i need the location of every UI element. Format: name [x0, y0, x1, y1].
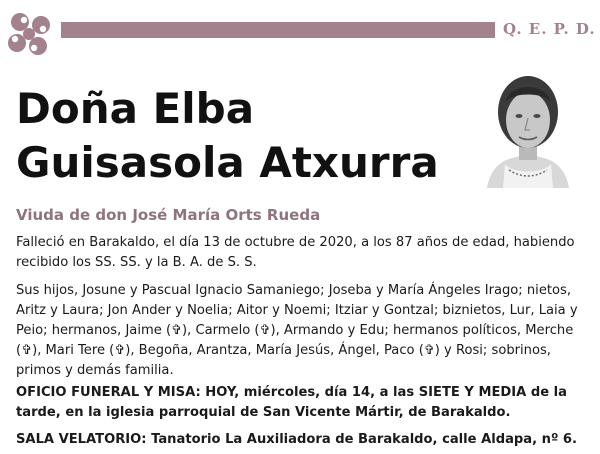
text-line: recibido los SS. SS. y la B. A. de S. S. [16, 255, 257, 270]
text-line: SALA VELATORIO: Tanatorio La Auxiliadora de Barakaldo, calle Aldapa, nº 6. [16, 432, 578, 447]
family-paragraph [16, 281, 588, 381]
death-paragraph [16, 233, 588, 273]
deceased-name [16, 82, 466, 190]
header-band [61, 22, 495, 38]
funeral-paragraph [16, 383, 588, 423]
name-line-1: Doña Elba [16, 84, 255, 133]
lauburu-icon [5, 10, 53, 58]
text-line: tarde, en la iglesia parroquial de San Vicente Mártir, de Barakaldo. [16, 405, 511, 420]
portrait-photo [483, 60, 573, 188]
text-line: OFICIO FUNERAL Y MISA: HOY, miércoles, día 14, a las SIETE Y MEDIA de la [16, 385, 567, 400]
text-line: Sus hijos, Josune y Pascual Ignacio Samaniego; Joseba y María Ángeles Irago; nietos, [16, 283, 572, 298]
text-line: primos y demás familia. [16, 363, 174, 378]
text-line: Falleció en Barakaldo, el día 13 de octubre de 2020, a los 87 años de edad, habiendo [16, 235, 575, 250]
wake-paragraph [16, 430, 588, 450]
text-line: Aritz y Laura; Jon Ander y Noelia; Aitor y Noemi; Itziar y Gontzal; biznietos, Lur, Laia y [16, 303, 578, 318]
text-line: (✞), Mari Tere (✞), Begoña, Arantza, María Jesús, Ángel, Paco (✞) y Rosi; sobrinos, [16, 343, 551, 358]
qepd-label: Q. E. P. D. [503, 20, 596, 38]
text-line: Peio; hermanos, Jaime (✞), Carmelo (✞), Armando y Edu; hermanos políticos, Merche [16, 323, 574, 338]
name-line-2: Guisasola Atxurra [16, 138, 439, 187]
widow-subtitle: Viuda de don José María Orts Rueda [16, 206, 321, 224]
